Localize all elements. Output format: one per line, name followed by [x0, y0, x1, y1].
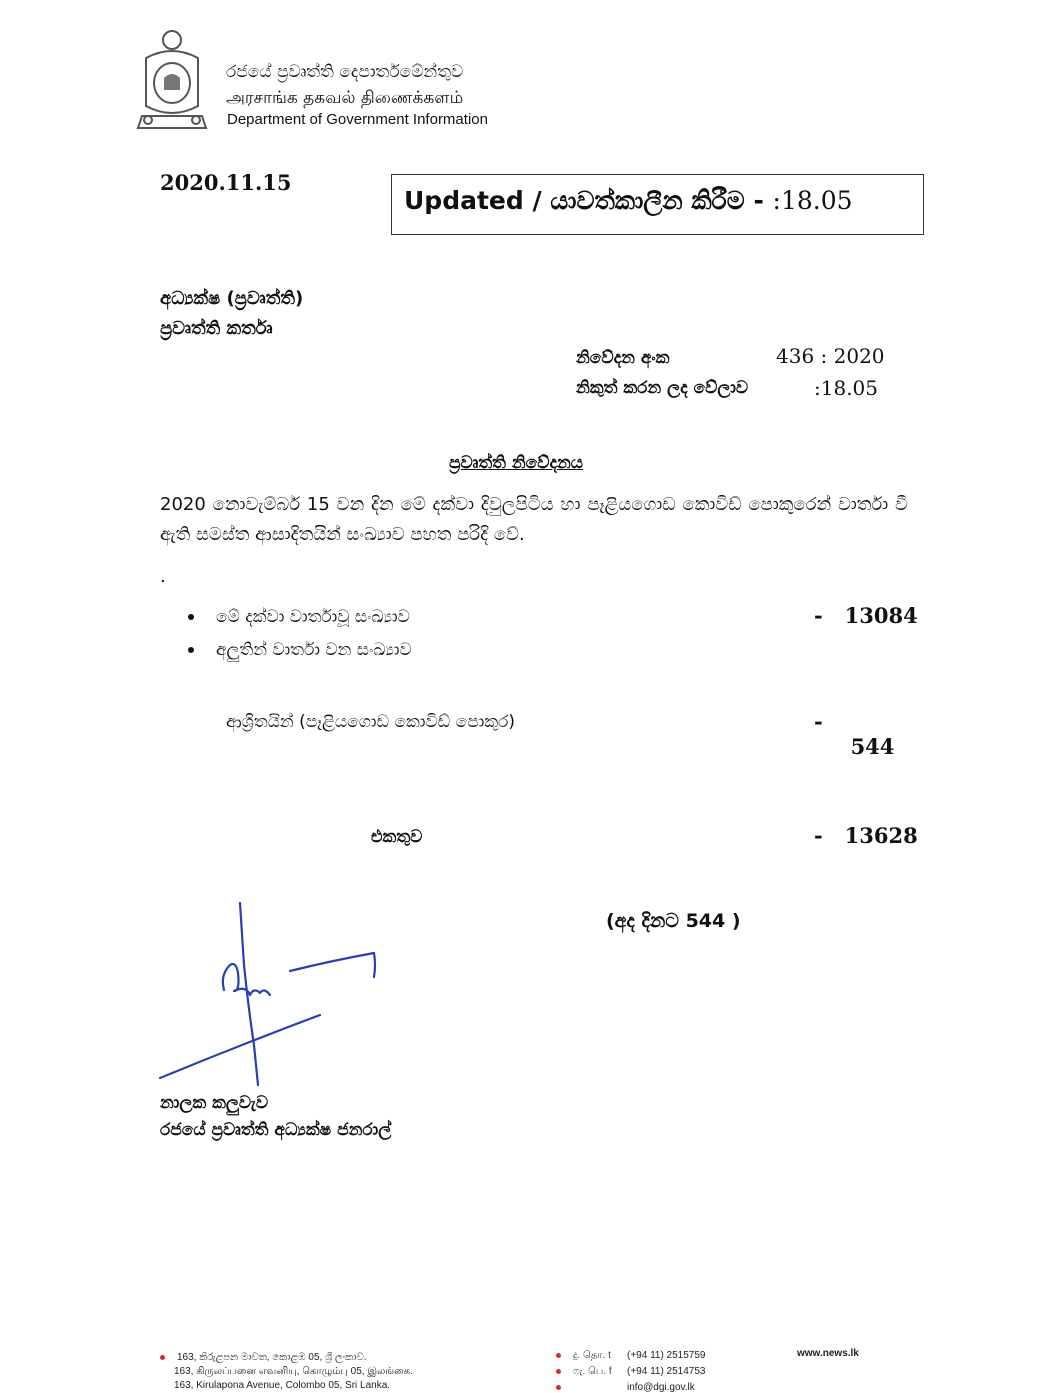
telephone-key: දු. தொ. t: [573, 1350, 611, 1361]
list-item-label: අලුතින් වාර්තා වන සංඛ්‍යාව: [216, 640, 412, 660]
footer-email: [556, 1382, 695, 1393]
total-count: 13628: [844, 823, 918, 848]
footer-fax: [556, 1366, 706, 1378]
bullet-icon: [160, 1355, 165, 1360]
total-value-row: [814, 823, 918, 848]
bullet-icon: [556, 1385, 561, 1390]
list-item-label: මේ දක්වා වාර්තාවූ සංඛ්‍යාව: [216, 607, 410, 627]
address-sinhala-text: 163, කිරුළපන මාවත, කොළඹ 05, ශ්‍රී ලංකාව.: [177, 1352, 367, 1363]
body-paragraph: 2020 නොවැම්බර් 15 වන දින මේ දක්වා දිවුලපිටිය හා පෑළියගොඩ කොවිඩ් පොකුරෙන් වාර්තා වී ඇති සමස්ත ආසාදිතයින් සංඛ්‍යාව පහත පරිදි වේ.: [160, 494, 908, 545]
issue-time-label: නිකුත් කරන ලද වේලාව: [576, 378, 749, 398]
email-address: info@dgi.gov.lk: [627, 1382, 695, 1393]
list-item: [188, 640, 412, 660]
release-date: 2020.11.15: [160, 170, 292, 195]
bullet-icon: [188, 614, 194, 620]
dependents-value-row: [814, 709, 894, 759]
total-label: එකතුව: [371, 827, 423, 847]
addressee-line-1: අධ්‍යක්ෂ (ප්‍රවෘත්ති): [160, 288, 304, 309]
department-name-english: Department of Government Information: [227, 111, 488, 128]
fax-key: ෆැ. பெ. f: [573, 1366, 612, 1377]
signatory-title: රජයේ ප්‍රවෘත්ති අධ්‍යක්ෂ ජනරාල්: [160, 1120, 392, 1140]
handwritten-signature: [150, 895, 390, 1095]
sri-lanka-emblem-icon: [134, 28, 210, 134]
dependents-label: ආශ්‍රිතයින් (පෑළියගොඩ කොවිඩ් පොකුර): [226, 712, 516, 732]
list-item-value: [814, 603, 918, 628]
updated-time: :18.05: [772, 186, 853, 215]
reported-count: 13084: [844, 603, 918, 628]
updated-label-text: Updated / යාවත්කාලීන කිරීම -: [404, 186, 773, 215]
dependents-count: 544: [850, 734, 895, 759]
release-number-value: 436 : 2020: [776, 344, 885, 368]
department-name-sinhala: රජයේ ප්‍රවෘත්ති දෙපාර්තමේන්තුව: [226, 62, 464, 82]
department-name-tamil: அரசாங்க தகவல் திணைக்களம்: [226, 88, 464, 108]
value-dash: -: [814, 823, 823, 848]
fax-number: (+94 11) 2514753: [627, 1366, 706, 1377]
footer-address-english: 163, Kirulapona Avenue, Colombo 05, Sri Lanka.: [174, 1380, 391, 1391]
stray-dot: .: [160, 566, 166, 587]
bullet-icon: [188, 647, 194, 653]
value-dash: -: [814, 603, 823, 628]
release-number-label: නිවේදන අංක: [576, 348, 670, 368]
telephone-number: (+94 11) 2515759: [627, 1350, 706, 1361]
issue-time-value: :18.05: [814, 376, 878, 400]
document-heading: ප්‍රවෘත්ති නිවේදනය: [449, 453, 584, 473]
value-dash: -: [814, 709, 823, 734]
footer-website: www.news.lk: [797, 1348, 859, 1359]
signatory-name: නාලක කලුවැව: [160, 1093, 269, 1113]
footer-telephone: [556, 1350, 706, 1362]
list-item: [188, 607, 410, 627]
addressee-line-2: ප්‍රවෘත්ති කර්තෘ: [160, 318, 273, 339]
footer-address-sinhala: [160, 1352, 367, 1363]
footer-address-tamil: 163, கிருலப்பனை எவனியு, கொழும்பு 05, இலங்கை.: [174, 1366, 413, 1377]
bullet-icon: [556, 1369, 561, 1374]
updated-label: [404, 186, 853, 216]
bullet-icon: [556, 1353, 561, 1358]
today-count: (අද දිනට 544 ): [606, 910, 741, 932]
